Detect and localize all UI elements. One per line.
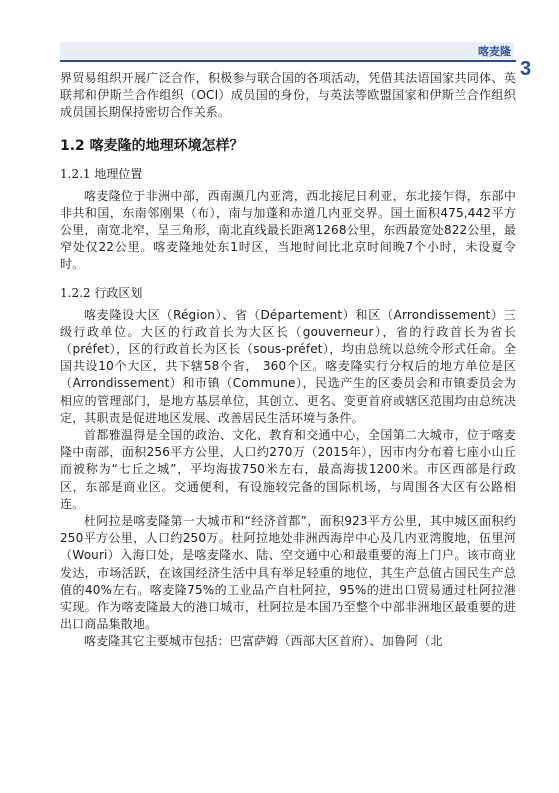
subsection-title-administration: 1.2.2 行政区划 bbox=[60, 285, 143, 300]
other-cities-paragraph: 喀麦隆其它主要城市包括：巴富萨姆（西部大区首府）、加鲁阿（北 bbox=[84, 634, 443, 649]
running-header-title: 喀麦隆 bbox=[478, 45, 511, 58]
header-divider bbox=[60, 60, 516, 62]
douala-paragraph: 杜阿拉是喀麦隆第一大城市和“经济首都”，面积923平方公里，其中城区面积约250平方公里，人口约250万。杜阿拉地处非洲西海岸中心及几内亚湾腹地，伍里河（Wouri）入海口处，是喀麦隆水、陆、空交通中心和最重要的海上门户。该市商业发达，市场活跃，在该国经济生活中具有举足轻重的地位，其生产总值占国民生产总值的40%左右。喀麦隆75%的工业品产自杜阿拉，95%的进出口贸易通过杜阿拉港实现。作为喀麦隆最大的港口城市，杜阿拉是本国乃至整个中部非洲地区最重要的进出口商品集散地。 bbox=[60, 514, 516, 632]
section-title: 1.2 喀麦隆的地理环境怎样？ bbox=[60, 137, 244, 154]
page-number: 3 bbox=[520, 58, 532, 80]
capital-paragraph: 首都雅温得是全国的政治、文化、教育和交通中心，全国第二大城市，位于喀麦隆中南部，面积256平方公里，人口约270万（2015年），因市内分布着七座小山丘而被称为“七丘之城”，平均海拔750米左右，最高海拔1200米。市区西部是行政区，东部是商业区。交通便利，有设施较完备的国际机场，与周围各大区有公路相连。 bbox=[60, 428, 516, 511]
intro-paragraph: 界贸易组织开展广泛合作，积极参与联合国的各项活动，凭借其法语国家共同体、英联邦和伊斯兰合作组织（OCI）成员国的身份，与英法等欧盟国家和伊斯兰合作组织成员国长期保持密切合作关系。 bbox=[60, 71, 516, 120]
header-bar bbox=[60, 42, 514, 59]
page-body bbox=[60, 70, 516, 651]
location-paragraph: 喀麦隆位于非洲中部，西南濒几内亚湾，西北接尼日利亚，东北接乍得，东部中非共和国，东南邻刚果（布），南与加蓬和赤道几内亚交界。国土面积475,442平方公里，南宽北窄，呈三角形，南北直线最长距离1268公里，东西最宽处822公里，最窄处仅22公里。喀麦隆地处东1时区，当地时间比北京时间晚7个小时，未设夏令时。 bbox=[60, 188, 516, 272]
administration-paragraph: 喀麦隆设大区（Région）、省（Département）和区（Arrondissement）三级行政单位。大区的行政首长为大区长（gouverneur），省的行政首长为省长（préfet），区的行政首长为区长（sous-préfet），均由总统以总统令形式任命。全国共设10个大区，共下辖58个省， 360个区。喀麦隆实行分权后的地方单位是区（Arrondissement）和市镇（Commune），民选产生的区委员会和市镇委员会为相应的管理部门，是地方基层单位，其创立、更名、变更首府或辖区范围均由总统决定，其职责是促进地区发展、改善居民生活环境与条件。 bbox=[60, 307, 516, 425]
subsection-title-location: 1.2.1 地理位置 bbox=[60, 166, 143, 181]
